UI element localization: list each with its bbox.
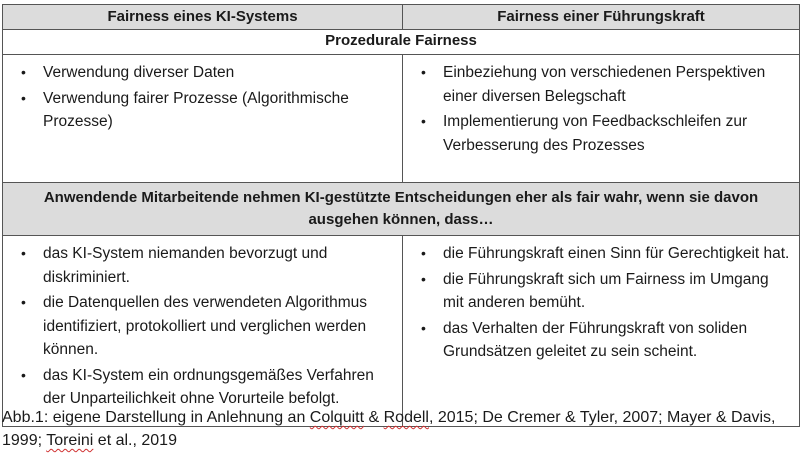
bullet-icon: •: [421, 245, 426, 261]
table-header-row: [3, 5, 799, 30]
bullet-icon: •: [21, 245, 26, 261]
bullet-list: [405, 242, 791, 364]
section-title-row: [3, 30, 799, 55]
bullet-list: [5, 61, 394, 134]
citation-rodell: Rodell: [383, 409, 429, 426]
list-item: • das KI-System ein ordnungsgemäßes Verfahren der Unparteilichkeit ohne Vorurteile befolgt.: [5, 364, 394, 411]
figure-caption: Abb.1: eigene Darstellung in Anlehnung an Colquitt & Rodell, 2015; De Cremer & Tyler, 2007; Mayer & Davis, 1999; Toreini et al., 2019: [2, 409, 776, 449]
cell-fk-prozedural: [403, 55, 799, 182]
table-row: [3, 236, 799, 426]
cell-ki-wahrnehmung: [3, 236, 403, 426]
bullet-icon: •: [421, 64, 426, 80]
list-item: • das KI-System niemanden bevorzugt und diskriminiert.: [5, 242, 394, 289]
bullet-icon: •: [21, 294, 26, 310]
bullet-list: [405, 61, 791, 157]
section-title-row: [3, 183, 799, 236]
bullet-icon: •: [21, 89, 26, 106]
header-fuehrungskraft: Fairness einer Führungskraft: [403, 5, 799, 29]
fairness-comparison-table: [2, 4, 800, 427]
list-item: • die Datenquellen des verwendeten Algorithmus identifiziert, protokolliert und verglichen werden können.: [5, 291, 394, 362]
citation-toreini: Toreini: [46, 432, 94, 449]
list-item: • Implementierung von Feedbackschleifen zur Verbesserung des Prozesses: [405, 110, 791, 157]
bullet-list: [5, 242, 394, 411]
bullet-icon: •: [421, 319, 426, 336]
bullet-icon: •: [21, 366, 26, 383]
list-item: • die Führungskraft sich um Fairness im Umgang mit anderen bemüht.: [405, 268, 791, 315]
list-item: • das Verhalten der Führungskraft von soliden Grundsätzen geleitet zu sein scheint.: [405, 317, 791, 364]
table-row: [3, 55, 799, 183]
list-item: • die Führungskraft einen Sinn für Gerechtigkeit hat.: [405, 242, 791, 266]
section-title-prozedurale-fairness: Prozedurale Fairness: [3, 30, 799, 54]
citation-colquitt: Colquitt: [309, 409, 365, 426]
bullet-icon: •: [21, 64, 26, 80]
list-item: • Einbeziehung von verschiedenen Perspektiven einer diversen Belegschaft: [405, 61, 791, 108]
cell-ki-prozedural: [3, 55, 403, 182]
bullet-icon: •: [421, 113, 426, 129]
list-item: • Verwendung fairer Prozesse (Algorithmische Prozesse): [5, 87, 394, 134]
section-title-wahrnehmung: Anwendende Mitarbeitende nehmen KI-gestützte Entscheidungen eher als fair wahr, wenn sie davon ausgehen können, dass…: [3, 183, 799, 235]
bullet-icon: •: [421, 270, 426, 287]
list-item: • Verwendung diverser Daten: [5, 61, 394, 85]
cell-fk-wahrnehmung: [403, 236, 799, 426]
header-ki-system: Fairness eines KI-Systems: [3, 5, 403, 29]
